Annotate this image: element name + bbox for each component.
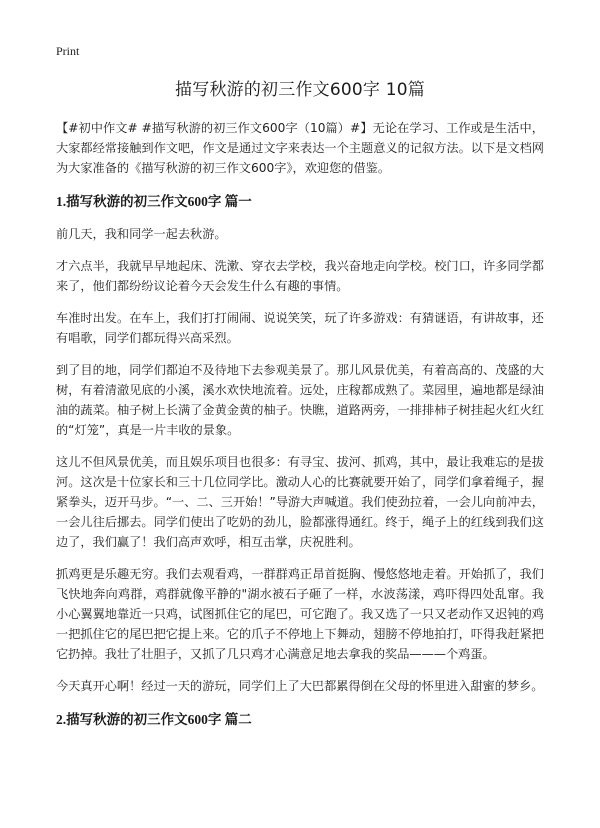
section-heading-1: 1.描写秋游的初三作文600字 篇一 (56, 194, 252, 209)
document-title: 描写秋游的初三作文600字 10篇 (175, 80, 425, 100)
section-1-paragraph-2: 才六点半，我就早早地起床、洗漱、穿衣去学校，我兴奋地走向学校。校门口，许多同学都来了，他们都纷纷议论着今天会发生什么有趣的事情。 (56, 259, 544, 293)
section-1-paragraph-5: 这儿不但风景优美，而且娱乐项目也很多：有寻宝、拔河、抓鸡，其中，最让我难忘的是拔河。这次是十位家长和三十几位同学比。激动人心的比赛就要开始了，同学们拿着绳子，握紧拳头，迈开马步。“一、二、三开始！”导游大声喊道。我们使劲拉着，一会儿向前冲去，一会儿往后挪去。同学们使出了吃奶的劲儿，脸都涨得通红。终于，绳子上的红线到我们这边了，我们赢了！我们高声欢呼，相互击掌，庆祝胜利。 (56, 455, 544, 549)
section-heading-2: 2.描写秋游的初三作文600字 篇二 (56, 712, 252, 727)
intro-paragraph: 【#初中作文# #描写秋游的初三作文600字（10篇）#】无论在学习、工作或是生活中，大家都经常接触到作文吧，作文是通过文字来表达一个主题意义的记叙方法。以下是文档网为大家准备的《描写秋游的初三作文600字》，欢迎您的借鉴。 (56, 121, 544, 175)
section-1-paragraph-7: 今天真开心啊！经过一天的游玩，同学们上了大巴都累得倒在父母的怀里进入甜蜜的梦乡。 (56, 679, 544, 693)
section-1-paragraph-6: 抓鸡更是乐趣无穷。我们去观看鸡，一群群鸡正昂首挺胸、慢悠悠地走着。开始抓了，我们飞快地奔向鸡群，鸡群就像平静的"湖水被石子砸了一样，水波荡漾，鸡吓得四处乱窜。我小心翼翼地靠近一只鸡，试图抓住它的尾巴，可它跑了。我又选了一只又老动作又迟钝的鸡一把抓住它的尾巴把它提上来。它的爪子不停地上下舞动，翅膀不停地拍打，吓得我赶紧把它扔掉。我壮了壮胆子，又抓了几只鸡才心满意足地去拿我的奖品———个鸡蛋。 (56, 567, 544, 661)
section-1-paragraph-1: 前几天，我和同学一起去秋游。 (56, 227, 227, 241)
section-1-paragraph-4: 到了目的地，同学们都迫不及待地下去参观美景了。那儿风景优美，有着高高的、茂盛的大树，有着清澈见底的小溪，溪水欢快地流着。远处，庄稼都成熟了。菜园里，遍地都是绿油油的蔬菜。柚子树上长满了金黄金黄的柚子。快瞧，道路两旁，一排排柿子树挂起火红火红的“灯笼”，真是一片丰收的景象。 (56, 363, 544, 437)
print-link[interactable]: Print (56, 44, 80, 58)
section-1-paragraph-3: 车准时出发。在车上，我们打打闹闹、说说笑笑，玩了许多游戏：有猜谜语，有讲故事，还有唱歌，同学们都玩得兴高采烈。 (56, 311, 544, 345)
